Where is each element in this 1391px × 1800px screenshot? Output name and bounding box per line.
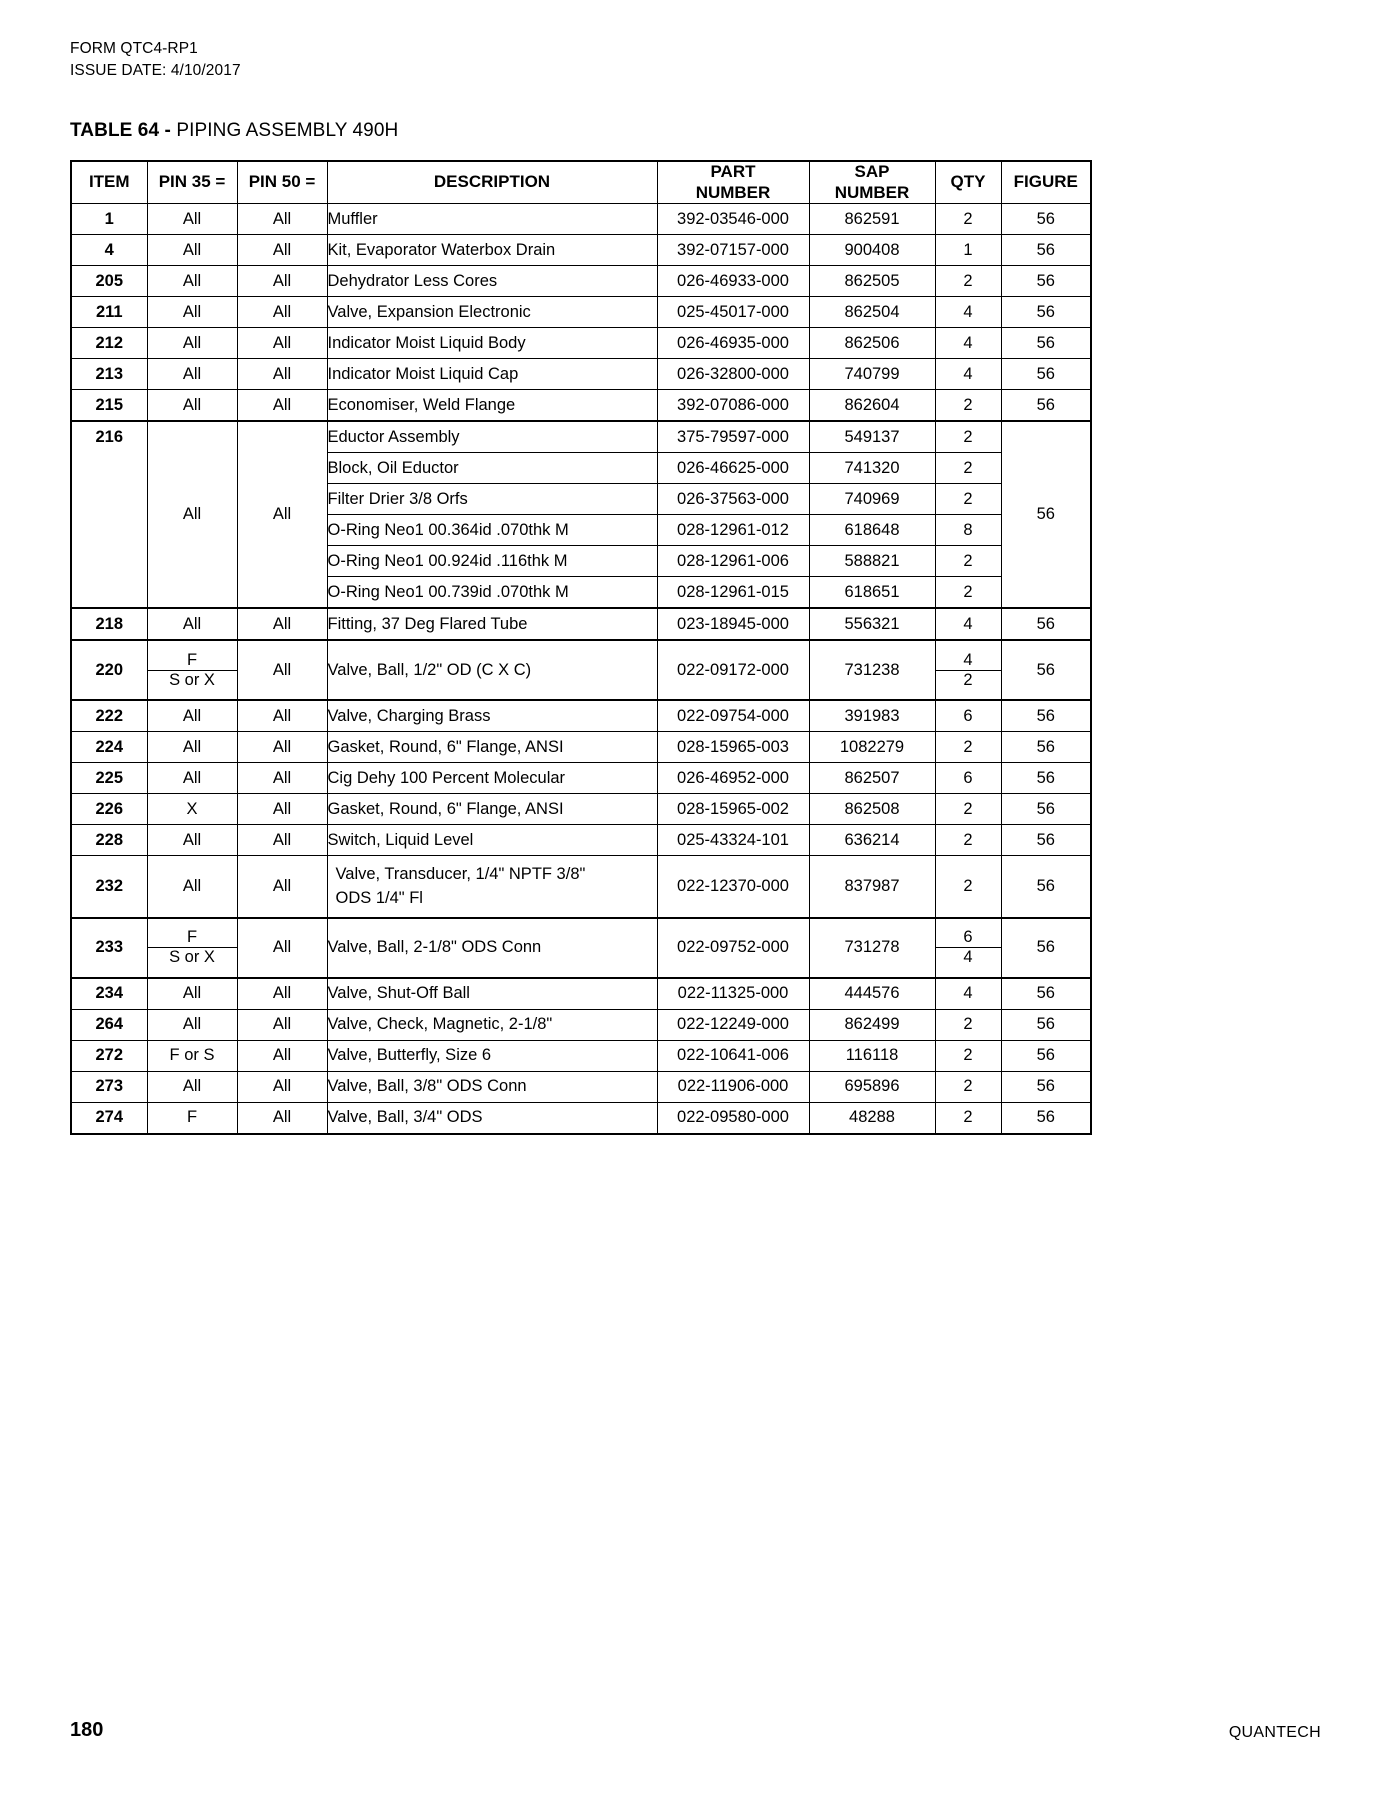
table-row <box>71 235 1091 266</box>
cell-sap-number: 862508 <box>809 794 935 825</box>
table-row <box>71 1009 1091 1040</box>
cell-qty-split <box>935 918 1001 978</box>
cell-pin35: F or S <box>147 1040 237 1071</box>
cell-sap-number: 695896 <box>809 1071 935 1102</box>
cell-figure: 56 <box>1001 794 1091 825</box>
table-row <box>71 732 1091 763</box>
cell-pin50: All <box>237 297 327 328</box>
cell-sap-number: 862506 <box>809 328 935 359</box>
cell-description: Valve, Shut-Off Ball <box>327 978 657 1010</box>
cell-description: Cig Dehy 100 Percent Molecular <box>327 763 657 794</box>
cell-description: Valve, Expansion Electronic <box>327 297 657 328</box>
cell-pin35-split <box>147 918 237 978</box>
table-row <box>71 266 1091 297</box>
table-row-group-216 <box>71 421 1091 453</box>
column-header-sap-line1: SAP <box>854 162 890 181</box>
column-header-part-line1: PART <box>710 162 756 181</box>
cell-sap-number: 636214 <box>809 825 935 856</box>
cell-qty-bottom: 4 <box>936 947 1001 967</box>
column-header-part-line2: NUMBER <box>695 182 771 202</box>
cell-description: Valve, Ball, 3/4" ODS <box>327 1102 657 1134</box>
column-header-description: DESCRIPTION <box>327 161 657 204</box>
cell-description: Muffler <box>327 204 657 235</box>
cell-pin35-top: F <box>186 928 198 947</box>
cell-part-number: 025-45017-000 <box>657 297 809 328</box>
cell-pin50: All <box>237 421 327 608</box>
cell-qty: 2 <box>935 546 1001 577</box>
cell-pin35: All <box>147 1009 237 1040</box>
cell-pin50: All <box>237 390 327 422</box>
cell-description: Kit, Evaporator Waterbox Drain <box>327 235 657 266</box>
cell-figure: 56 <box>1001 825 1091 856</box>
cell-qty: 6 <box>935 700 1001 732</box>
cell-description: Eductor Assembly <box>327 421 657 453</box>
cell-sap-number: 48288 <box>809 1102 935 1134</box>
cell-item: 220 <box>71 640 147 700</box>
cell-part-number: 026-37563-000 <box>657 484 809 515</box>
cell-figure: 56 <box>1001 978 1091 1010</box>
cell-part-number: 022-09172-000 <box>657 640 809 700</box>
cell-sap-number: 862591 <box>809 204 935 235</box>
cell-qty-top: 4 <box>963 650 973 669</box>
cell-sap-number: 618648 <box>809 515 935 546</box>
cell-part-number: 028-12961-015 <box>657 577 809 609</box>
cell-pin50: All <box>237 825 327 856</box>
cell-part-number: 026-46625-000 <box>657 453 809 484</box>
table-header-row <box>71 161 1091 204</box>
column-header-figure: FIGURE <box>1001 161 1091 204</box>
cell-pin35-bottom: S or X <box>148 947 237 967</box>
cell-sap-number: 391983 <box>809 700 935 732</box>
cell-pin50: All <box>237 1071 327 1102</box>
cell-qty: 2 <box>935 856 1001 918</box>
cell-pin50: All <box>237 640 327 700</box>
table-row <box>71 608 1091 640</box>
cell-pin50: All <box>237 732 327 763</box>
cell-qty: 2 <box>935 577 1001 609</box>
issue-date: ISSUE DATE: 4/10/2017 <box>70 62 241 79</box>
cell-description <box>327 856 657 918</box>
cell-pin50: All <box>237 763 327 794</box>
cell-item: 211 <box>71 297 147 328</box>
cell-sap-number: 588821 <box>809 546 935 577</box>
cell-qty: 2 <box>935 1102 1001 1134</box>
table-row <box>71 1071 1091 1102</box>
cell-part-number: 026-32800-000 <box>657 359 809 390</box>
cell-part-number: 392-03546-000 <box>657 204 809 235</box>
cell-description: Fitting, 37 Deg Flared Tube <box>327 608 657 640</box>
document-header <box>70 38 1321 82</box>
cell-sap-number: 731238 <box>809 640 935 700</box>
cell-part-number: 392-07086-000 <box>657 390 809 422</box>
table-row <box>71 763 1091 794</box>
cell-sap-number: 741320 <box>809 453 935 484</box>
cell-sap-number: 862507 <box>809 763 935 794</box>
cell-pin35: All <box>147 204 237 235</box>
cell-description: Block, Oil Eductor <box>327 453 657 484</box>
cell-sap-number: 862504 <box>809 297 935 328</box>
cell-item: 225 <box>71 763 147 794</box>
cell-qty: 1 <box>935 235 1001 266</box>
cell-pin50: All <box>237 266 327 297</box>
cell-qty: 4 <box>935 328 1001 359</box>
cell-description: Switch, Liquid Level <box>327 825 657 856</box>
cell-pin50: All <box>237 918 327 978</box>
cell-pin35: All <box>147 390 237 422</box>
cell-pin35: All <box>147 978 237 1010</box>
cell-description: Dehydrator Less Cores <box>327 266 657 297</box>
cell-qty: 4 <box>935 359 1001 390</box>
table-row <box>71 359 1091 390</box>
cell-figure: 56 <box>1001 266 1091 297</box>
table-caption-label: TABLE 64 - <box>70 120 171 141</box>
cell-figure: 56 <box>1001 608 1091 640</box>
cell-part-number: 022-11325-000 <box>657 978 809 1010</box>
cell-part-number: 022-12370-000 <box>657 856 809 918</box>
cell-item: 4 <box>71 235 147 266</box>
cell-item: 233 <box>71 918 147 978</box>
table-row <box>71 204 1091 235</box>
cell-part-number: 028-15965-002 <box>657 794 809 825</box>
cell-pin50: All <box>237 235 327 266</box>
cell-pin35: All <box>147 421 237 608</box>
cell-item: 232 <box>71 856 147 918</box>
cell-pin50: All <box>237 794 327 825</box>
cell-figure: 56 <box>1001 328 1091 359</box>
cell-pin50: All <box>237 608 327 640</box>
cell-item: 234 <box>71 978 147 1010</box>
cell-part-number: 022-11906-000 <box>657 1071 809 1102</box>
cell-item: 224 <box>71 732 147 763</box>
column-header-sap-line2: NUMBER <box>834 182 910 202</box>
cell-qty: 2 <box>935 204 1001 235</box>
cell-qty: 4 <box>935 978 1001 1010</box>
cell-sap-number: 1082279 <box>809 732 935 763</box>
cell-pin35-split <box>147 640 237 700</box>
parts-table <box>70 160 1092 1135</box>
cell-description: Valve, Check, Magnetic, 2-1/8" <box>327 1009 657 1040</box>
cell-pin50: All <box>237 1009 327 1040</box>
cell-item: 226 <box>71 794 147 825</box>
cell-figure: 56 <box>1001 359 1091 390</box>
cell-qty-top: 6 <box>963 928 973 947</box>
cell-part-number: 023-18945-000 <box>657 608 809 640</box>
column-header-sap-number <box>809 161 935 204</box>
cell-part-number: 022-10641-006 <box>657 1040 809 1071</box>
table-row <box>71 297 1091 328</box>
cell-sap-number: 862499 <box>809 1009 935 1040</box>
page-number: 180 <box>70 1719 104 1741</box>
cell-pin35-bottom: S or X <box>148 670 237 690</box>
table-row-232 <box>71 856 1091 918</box>
cell-part-number: 026-46952-000 <box>657 763 809 794</box>
cell-description: Economiser, Weld Flange <box>327 390 657 422</box>
cell-pin50: All <box>237 204 327 235</box>
cell-part-number: 022-12249-000 <box>657 1009 809 1040</box>
cell-qty: 6 <box>935 763 1001 794</box>
cell-figure: 56 <box>1001 390 1091 422</box>
cell-qty: 2 <box>935 390 1001 422</box>
column-header-qty: QTY <box>935 161 1001 204</box>
cell-figure: 56 <box>1001 700 1091 732</box>
cell-figure: 56 <box>1001 421 1091 608</box>
cell-description: O-Ring Neo1 00.364id .070thk M <box>327 515 657 546</box>
table-row <box>71 390 1091 422</box>
cell-pin35: All <box>147 235 237 266</box>
cell-pin35: All <box>147 700 237 732</box>
cell-part-number: 022-09580-000 <box>657 1102 809 1134</box>
cell-sap-number: 862505 <box>809 266 935 297</box>
cell-pin50: All <box>237 359 327 390</box>
table-row-split-233 <box>71 918 1091 978</box>
cell-figure: 56 <box>1001 732 1091 763</box>
cell-pin35: All <box>147 1071 237 1102</box>
cell-description: Gasket, Round, 6" Flange, ANSI <box>327 732 657 763</box>
cell-part-number: 375-79597-000 <box>657 421 809 453</box>
table-row <box>71 1040 1091 1071</box>
cell-part-number: 028-15965-003 <box>657 732 809 763</box>
cell-pin50: All <box>237 1040 327 1071</box>
cell-sap-number: 837987 <box>809 856 935 918</box>
cell-qty: 2 <box>935 1009 1001 1040</box>
cell-part-number: 022-09754-000 <box>657 700 809 732</box>
cell-item: 272 <box>71 1040 147 1071</box>
cell-description: O-Ring Neo1 00.739id .070thk M <box>327 577 657 609</box>
cell-sap-number: 862604 <box>809 390 935 422</box>
table-row <box>71 1102 1091 1134</box>
cell-item: 1 <box>71 204 147 235</box>
cell-item: 274 <box>71 1102 147 1134</box>
cell-pin35: All <box>147 732 237 763</box>
cell-pin35: All <box>147 359 237 390</box>
cell-qty: 2 <box>935 266 1001 297</box>
cell-pin35: All <box>147 763 237 794</box>
cell-description: O-Ring Neo1 00.924id .116thk M <box>327 546 657 577</box>
table-row <box>71 825 1091 856</box>
cell-qty: 2 <box>935 1071 1001 1102</box>
table-caption <box>70 120 1321 142</box>
cell-figure: 56 <box>1001 1040 1091 1071</box>
cell-item: 218 <box>71 608 147 640</box>
cell-figure: 56 <box>1001 640 1091 700</box>
cell-part-number: 026-46933-000 <box>657 266 809 297</box>
cell-figure: 56 <box>1001 1102 1091 1134</box>
cell-description: Indicator Moist Liquid Body <box>327 328 657 359</box>
cell-pin50: All <box>237 328 327 359</box>
cell-sap-number: 740799 <box>809 359 935 390</box>
cell-figure: 56 <box>1001 918 1091 978</box>
cell-qty-bottom: 2 <box>936 670 1001 690</box>
cell-part-number: 026-46935-000 <box>657 328 809 359</box>
cell-qty: 2 <box>935 794 1001 825</box>
cell-part-number: 022-09752-000 <box>657 918 809 978</box>
table-row <box>71 700 1091 732</box>
cell-qty: 2 <box>935 453 1001 484</box>
cell-qty: 4 <box>935 608 1001 640</box>
cell-item: 213 <box>71 359 147 390</box>
cell-sap-number: 618651 <box>809 577 935 609</box>
column-header-pin35: PIN 35 = <box>147 161 237 204</box>
cell-item: 228 <box>71 825 147 856</box>
cell-sap-number: 556321 <box>809 608 935 640</box>
cell-part-number: 392-07157-000 <box>657 235 809 266</box>
cell-pin35: All <box>147 608 237 640</box>
cell-sap-number: 731278 <box>809 918 935 978</box>
cell-figure: 56 <box>1001 763 1091 794</box>
cell-description-line1: Valve, Transducer, 1/4" NPTF 3/8" <box>335 864 586 883</box>
brand-name: QUANTECH <box>1228 1724 1321 1741</box>
cell-qty: 4 <box>935 297 1001 328</box>
cell-sap-number: 444576 <box>809 978 935 1010</box>
cell-item: 216 <box>71 421 147 608</box>
cell-sap-number: 740969 <box>809 484 935 515</box>
cell-pin35: All <box>147 266 237 297</box>
cell-description: Valve, Ball, 1/2" OD (C X C) <box>327 640 657 700</box>
cell-sap-number: 549137 <box>809 421 935 453</box>
cell-figure: 56 <box>1001 297 1091 328</box>
cell-sap-number: 116118 <box>809 1040 935 1071</box>
cell-part-number: 028-12961-012 <box>657 515 809 546</box>
cell-pin35: All <box>147 328 237 359</box>
cell-qty: 2 <box>935 484 1001 515</box>
cell-figure: 56 <box>1001 1071 1091 1102</box>
cell-part-number: 025-43324-101 <box>657 825 809 856</box>
cell-qty: 2 <box>935 825 1001 856</box>
cell-item: 264 <box>71 1009 147 1040</box>
cell-figure: 56 <box>1001 235 1091 266</box>
column-header-pin50: PIN 50 = <box>237 161 327 204</box>
cell-pin50: All <box>237 978 327 1010</box>
cell-pin50: All <box>237 1102 327 1134</box>
page-footer <box>70 1719 1321 1742</box>
cell-description: Valve, Ball, 3/8" ODS Conn <box>327 1071 657 1102</box>
cell-pin35: All <box>147 297 237 328</box>
cell-qty: 8 <box>935 515 1001 546</box>
cell-figure: 56 <box>1001 856 1091 918</box>
cell-description: Valve, Ball, 2-1/8" ODS Conn <box>327 918 657 978</box>
cell-figure: 56 <box>1001 204 1091 235</box>
table-caption-title: PIPING ASSEMBLY 490H <box>176 120 399 141</box>
cell-description: Gasket, Round, 6" Flange, ANSI <box>327 794 657 825</box>
cell-item: 212 <box>71 328 147 359</box>
cell-description: Valve, Butterfly, Size 6 <box>327 1040 657 1071</box>
cell-pin50: All <box>237 856 327 918</box>
form-number: FORM QTC4-RP1 <box>70 40 198 57</box>
cell-figure: 56 <box>1001 1009 1091 1040</box>
cell-item: 222 <box>71 700 147 732</box>
cell-pin35-top: F <box>186 650 198 669</box>
column-header-part-number <box>657 161 809 204</box>
cell-part-number: 028-12961-006 <box>657 546 809 577</box>
table-row <box>71 794 1091 825</box>
cell-qty: 2 <box>935 421 1001 453</box>
cell-qty: 2 <box>935 1040 1001 1071</box>
cell-qty-split <box>935 640 1001 700</box>
cell-description: Valve, Charging Brass <box>327 700 657 732</box>
cell-pin50: All <box>237 700 327 732</box>
cell-item: 205 <box>71 266 147 297</box>
cell-item: 273 <box>71 1071 147 1102</box>
column-header-item: ITEM <box>71 161 147 204</box>
cell-pin35: X <box>147 794 237 825</box>
cell-pin35: All <box>147 825 237 856</box>
cell-qty: 2 <box>935 732 1001 763</box>
cell-description: Filter Drier 3/8 Orfs <box>327 484 657 515</box>
cell-description-line2: ODS 1/4" Fl <box>335 888 423 907</box>
cell-pin35: F <box>147 1102 237 1134</box>
table-row <box>71 328 1091 359</box>
cell-description: Indicator Moist Liquid Cap <box>327 359 657 390</box>
table-row <box>71 978 1091 1010</box>
table-row-split-220 <box>71 640 1091 700</box>
cell-item: 215 <box>71 390 147 422</box>
cell-pin35: All <box>147 856 237 918</box>
cell-sap-number: 900408 <box>809 235 935 266</box>
